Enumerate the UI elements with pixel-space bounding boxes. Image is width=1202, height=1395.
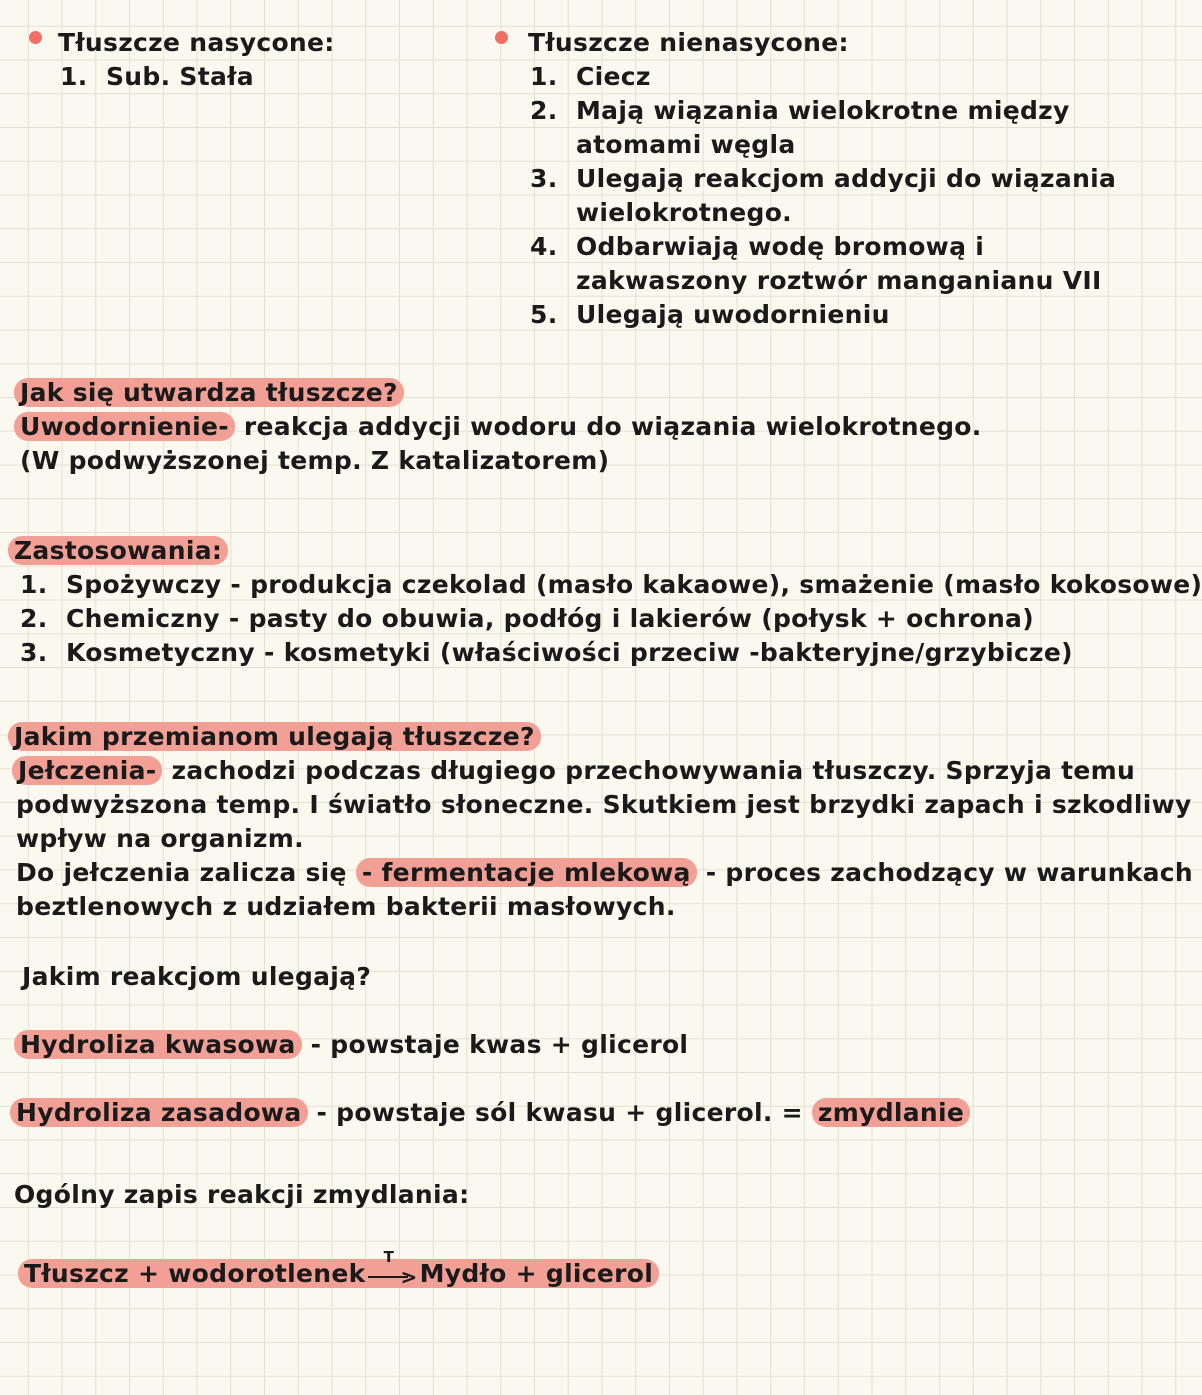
- hardening-question-row: [14, 376, 404, 410]
- acid-hydrolysis-term: Hydroliza kwasowa: [14, 1030, 302, 1059]
- list-item: 3. Kosmetyczny - kosmetyki (właściwości przeciw -bakteryjne/grzybicze): [20, 638, 1073, 667]
- list-item: 2. Chemiczny - pasty do obuwia, podłóg i lakierów (połysk + ochrona): [20, 604, 1034, 633]
- acid-hydrolysis-row: Hydroliza kwasowa - powstaje kwas + glicerol: [14, 1028, 688, 1062]
- bullet-dot: [495, 31, 508, 44]
- list-item-continuation: zakwaszony roztwór manganianu VII: [576, 266, 1102, 295]
- uses-list: [20, 568, 1202, 670]
- hardening-question: Jak się utwardza tłuszcze?: [14, 378, 404, 407]
- changes-paragraph: Jełczenia- zachodzi podczas długiego przechowywania tłuszczy. Sprzyja temu podwyższona temp. I światło słoneczne. Skutkiem jest brzydki zapach i szkodliwy wpływ na organizm. Do jełczenia zalicza się - fermentacje mlekową - proces zachodzący w warunkach beztlenowych z udziałem bakterii masłowych.: [12, 754, 1193, 924]
- changes-question-row: [8, 720, 541, 754]
- changes-question: Jakim przemianom ulegają tłuszcze?: [8, 722, 541, 751]
- fermentation-highlight: - fermentacje mlekową: [356, 858, 697, 887]
- equation-highlight: [18, 1248, 659, 1289]
- hardening-note: (W podwyższonej temp. Z katalizatorem): [20, 446, 610, 475]
- hardening-definition-row: [14, 410, 982, 444]
- list-item: 4. Odbarwiają wodę bromową i: [530, 232, 985, 261]
- list-item: 5. Ulegają uwodornieniu: [530, 300, 890, 329]
- list-item: 1. Ciecz: [530, 62, 651, 91]
- hardening-definition: reakcja addycji wodoru do wiązania wielokrotnego.: [234, 412, 982, 441]
- item-number: 1.: [60, 62, 88, 91]
- unsaturated-list: [530, 60, 1116, 332]
- equation-left: Tłuszcz + wodorotlenek: [24, 1259, 366, 1288]
- reaction-arrow-icon: T >: [368, 1265, 418, 1285]
- equation-right: Mydło + glicerol: [419, 1259, 654, 1288]
- bullet-dot: [29, 31, 42, 44]
- unsaturated-title: Tłuszcze nienasycone:: [528, 28, 849, 57]
- hardening-term: Uwodornienie-: [14, 412, 235, 441]
- saponification-title: Ogólny zapis reakcji zmydlania:: [14, 1180, 470, 1209]
- list-item: 2. Mają wiązania wielokrotne między: [530, 96, 1070, 125]
- saturated-title: Tłuszcze nasycone:: [58, 28, 335, 57]
- item-text: Sub. Stała: [106, 62, 254, 91]
- uses-title: Zastosowania:: [8, 536, 228, 565]
- saturated-item-1: [60, 60, 254, 94]
- list-item: 3. Ulegają reakcjom addycji do wiązania: [530, 164, 1117, 193]
- uses-title-row: [8, 534, 228, 568]
- list-item: 1. Spożywczy - produkcja czekolad (masło kakaowe), smażenie (masło kokosowe): [20, 570, 1202, 599]
- list-item-continuation: wielokrotnego.: [576, 198, 792, 227]
- saponification-equation: [18, 1248, 659, 1291]
- base-hydrolysis-row: Hydroliza zasadowa - powstaje sól kwasu + glicerol. = zmydlanie: [10, 1096, 970, 1130]
- changes-term: Jełczenia-: [12, 756, 162, 785]
- base-hydrolysis-term: Hydroliza zasadowa: [10, 1098, 308, 1127]
- list-item-continuation: atomami węgla: [576, 130, 796, 159]
- reactions-question: Jakim reakcjom ulegają?: [22, 962, 372, 991]
- saponification-highlight: zmydlanie: [812, 1098, 970, 1127]
